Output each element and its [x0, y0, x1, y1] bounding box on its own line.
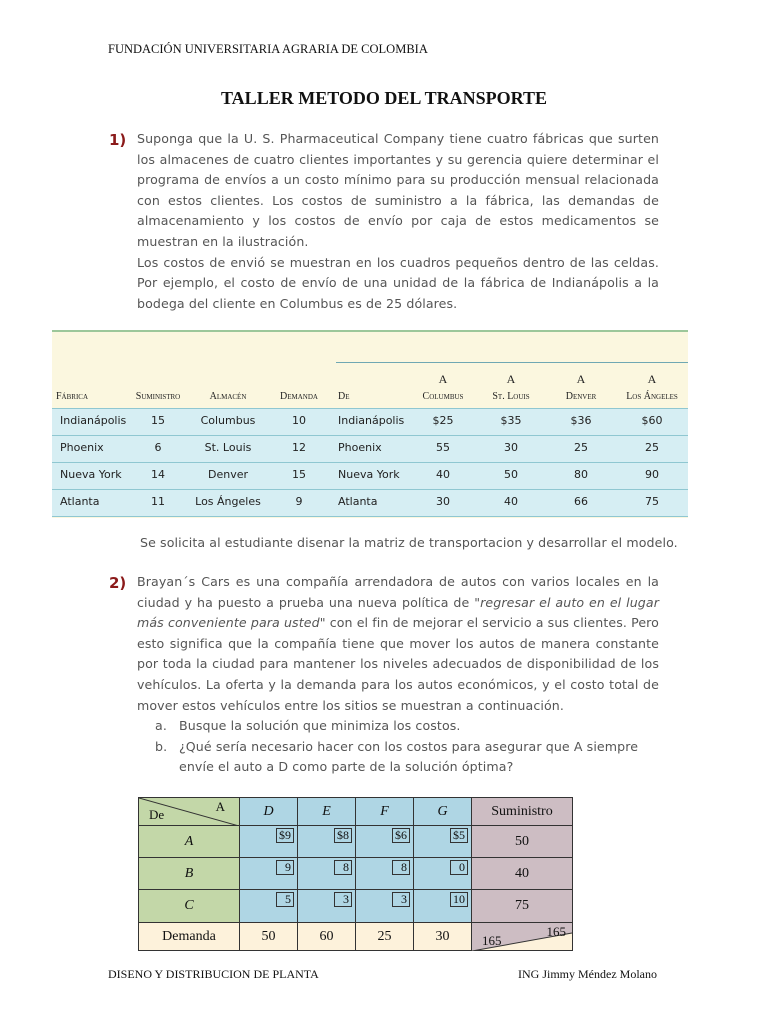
factories-costs-table [52, 330, 688, 518]
cost-cell [414, 826, 472, 858]
supply-value: 50 [472, 826, 573, 858]
header-divider [336, 362, 688, 363]
list-item-text: ¿Qué sería necesario hacer con los costos para asegurar que A siempre envíe el auto a D como parte de la solución óptima? [179, 738, 639, 775]
cell-cost-stlouis: 30 [504, 441, 518, 454]
footer-author: ING Jimmy Méndez Molano [518, 967, 657, 981]
question-2-intro [137, 572, 659, 716]
header-stlouis: St. Louis [492, 391, 530, 402]
list-item-marker: a. [155, 718, 167, 734]
demand-value: 25 [356, 923, 414, 951]
cost-value: 8 [392, 860, 410, 875]
cell-cost-stlouis: 50 [504, 468, 518, 481]
cell-almacen: Columbus [200, 414, 256, 427]
cost-cell [240, 858, 298, 890]
cell-cost-columbus: $25 [432, 414, 454, 427]
cost-value: 3 [334, 892, 352, 907]
cell-suministro: 14 [151, 468, 165, 481]
cost-cell [356, 826, 414, 858]
page-title: TALLER METODO DEL TRANSPORTE [221, 88, 547, 108]
cell-cost-losangeles: 25 [645, 441, 659, 454]
institution-header: FUNDACIÓN UNIVERSITARIA AGRARIA DE COLOMBIA [108, 42, 428, 56]
header-columbus: Columbus [422, 391, 464, 402]
table-row [52, 435, 688, 462]
cost-cell [240, 826, 298, 858]
column-header: G [414, 798, 472, 826]
cell-cost-losangeles: 90 [645, 468, 659, 481]
cell-suministro: 11 [151, 495, 165, 508]
question-1-number: 1) [109, 131, 127, 149]
cost-value: 3 [392, 892, 410, 907]
cell-de: Phoenix [338, 441, 382, 454]
list-item-marker: b. [155, 738, 168, 754]
row-label: A [139, 826, 240, 858]
cell-demanda: 9 [295, 495, 303, 508]
cell-cost-columbus: 30 [436, 495, 450, 508]
cell-de: Nueva York [338, 468, 400, 481]
cell-suministro: 6 [154, 441, 162, 454]
header-fabrica: Fábrica [56, 391, 89, 402]
column-header: E [298, 798, 356, 826]
cell-fabrica: Phoenix [60, 441, 104, 454]
total-cell [472, 923, 573, 951]
list-item [137, 737, 659, 778]
cell-cost-denver: 66 [574, 495, 588, 508]
cost-cell [240, 890, 298, 923]
cost-value: $9 [276, 828, 294, 843]
question-2-intro-end: con el fin de mejorar el servicio a sus clientes. Pero esto significa que la compañía tiene que mover los autos de manera constante por toda la ciudad para mantener los niveles adecuados de disponibilidad de los vehículos. La oferta y la demanda para los autos económicos, y el costo total de mover estos vehículos entre los sitios se muestran a continuación. [137, 615, 659, 713]
question-1-paragraph-2: Los costos de envió se muestran en los cuadros pequeños dentro de las celdas. Por ejemplo, el costo de envío de una unidad de la fábrica de Indianápolis a la bodega del cliente en Columbus es de 25 dólares. [137, 254, 659, 311]
cost-cell [298, 826, 356, 858]
cell-fabrica: Nueva York [60, 468, 122, 481]
header-a-2: A [506, 372, 516, 386]
demand-value: 30 [414, 923, 472, 951]
header-demanda: Demanda [280, 391, 318, 402]
column-header: D [240, 798, 298, 826]
cell-demanda: 12 [292, 441, 306, 454]
demand-value: 60 [298, 923, 356, 951]
cell-almacen: St. Louis [204, 441, 252, 454]
cell-almacen: Denver [207, 468, 248, 481]
cell-cost-columbus: 55 [436, 441, 450, 454]
question-2-intro-start: Brayan´s Cars es una compañía arrendadora de autos con varios locales en la ciudad y ha puesto a prueba una nueva política de [137, 574, 659, 610]
supply-value: 75 [472, 890, 573, 923]
header-almacen: Almacén [209, 391, 247, 402]
header-losangeles: Los Ángeles [626, 391, 678, 402]
header-a-1: A [438, 372, 448, 386]
table-row [52, 408, 688, 435]
cell-cost-denver: 80 [574, 468, 588, 481]
cell-cost-losangeles: 75 [645, 495, 659, 508]
cost-value: $8 [334, 828, 352, 843]
cost-value: 9 [276, 860, 294, 875]
demand-label: Demanda [139, 923, 240, 951]
cell-de: Atlanta [338, 495, 378, 508]
cost-cell [414, 890, 472, 923]
cell-de: Indianápolis [338, 414, 405, 427]
demand-value: 50 [240, 923, 298, 951]
header-de: De [338, 391, 350, 402]
cost-cell [298, 858, 356, 890]
cell-demanda: 15 [292, 468, 306, 481]
total-supply-value: 165 [482, 933, 502, 948]
cost-cell [356, 858, 414, 890]
cell-cost-denver: 25 [574, 441, 588, 454]
table-row [52, 462, 688, 489]
cost-value: 8 [334, 860, 352, 875]
cell-suministro: 15 [151, 414, 165, 427]
cost-cell [356, 890, 414, 923]
total-demand-value: 165 [546, 924, 566, 939]
list-item [137, 716, 659, 737]
list-item-text: Busque la solución que minimiza los costos. [179, 718, 461, 734]
cost-value: 0 [450, 860, 468, 875]
header-a-4: A [647, 372, 657, 386]
cost-value: 5 [276, 892, 294, 907]
corner-a-label: A [215, 799, 225, 814]
cell-demanda: 10 [292, 414, 306, 427]
cell-cost-denver: $36 [570, 414, 592, 427]
question-1-instruction: Se solicita al estudiante disenar la matriz de transportacion y desarrollar el modelo. [140, 535, 678, 550]
question-2-text [137, 572, 659, 778]
row-label: B [139, 858, 240, 890]
header-a-3: A [576, 372, 586, 386]
table-row [52, 489, 688, 517]
cell-cost-stlouis: 40 [504, 495, 518, 508]
corner-cell [139, 798, 240, 826]
supply-header: Suministro [472, 798, 573, 826]
header-suministro: Suministro [135, 391, 181, 402]
question-2-quote: "regresar el auto en el lugar más conveniente para usted" [137, 594, 659, 631]
question-1-paragraph-1: Suponga que la U. S. Pharmaceutical Company tiene cuatro fábricas que surten los almacenes de cuatro clientes importantes y su gerencia quiere determinar el programa de envíos a un costo mínimo para su producción mensual relacionada con estos clientes. Los costos de suministro a la fábrica, las demandas de almacenamiento y los costos de envío por caja de estos medicamentos se muestran en la ilustración. [137, 131, 659, 249]
cell-fabrica: Indianápolis [60, 414, 127, 427]
cost-cell [298, 890, 356, 923]
cost-value: 10 [450, 892, 468, 907]
question-2-number: 2) [109, 574, 127, 592]
header-denver: Denver [565, 391, 597, 402]
supply-value: 40 [472, 858, 573, 890]
cell-cost-losangeles: $60 [641, 414, 663, 427]
car-transport-table [138, 797, 573, 951]
cell-cost-stlouis: $35 [500, 414, 522, 427]
cell-fabrica: Atlanta [60, 495, 100, 508]
cost-value: $5 [450, 828, 468, 843]
row-label: C [139, 890, 240, 923]
question-1-text [137, 129, 659, 314]
column-header: F [356, 798, 414, 826]
cell-almacen: Los Ángeles [195, 495, 261, 508]
footer-course: DISENO Y DISTRIBUCION DE PLANTA [108, 967, 319, 981]
cell-cost-columbus: 40 [436, 468, 450, 481]
cost-value: $6 [392, 828, 410, 843]
cost-cell [414, 858, 472, 890]
corner-de-label: De [149, 807, 165, 822]
